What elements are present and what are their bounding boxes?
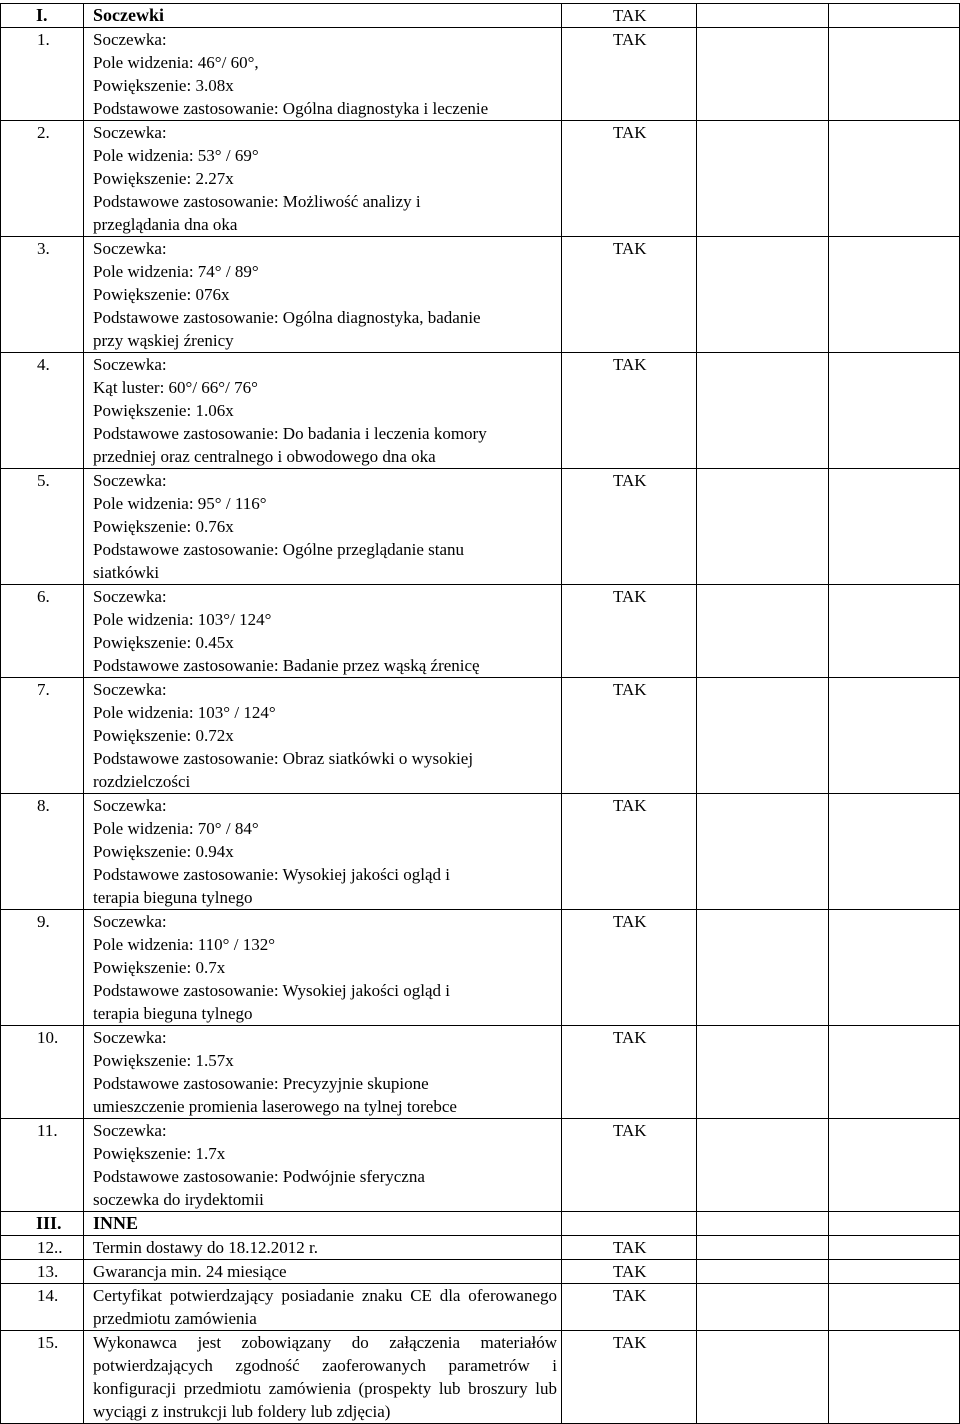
item-description [84, 1260, 562, 1284]
section-title: Soczewki [84, 4, 562, 28]
item-number: 4. [1, 353, 84, 469]
description-line: rozdzielczości [93, 772, 191, 791]
description-line: terapia bieguna tylnego [93, 1004, 253, 1023]
description-line: Soczewka: [93, 30, 167, 49]
item-requirement: TAK [562, 469, 697, 585]
offered-value-cell [697, 910, 829, 1026]
remarks-cell [829, 910, 960, 1026]
description-text: Certyfikat potwierdzający posiadanie znaku CE dla oferowanego przedmiotu zamówienia [93, 1286, 557, 1328]
description-line: Soczewka: [93, 1121, 167, 1140]
item-number: 12.. [1, 1236, 84, 1260]
description-line: Soczewka: [93, 1028, 167, 1047]
offered-value-cell [697, 1026, 829, 1119]
remarks-cell [829, 585, 960, 678]
description-line: przeglądania dna oka [93, 215, 238, 234]
item-description [84, 1331, 562, 1424]
remarks-cell [829, 353, 960, 469]
lens-item-row [1, 678, 960, 794]
item-number: 1. [1, 28, 84, 121]
description-line: Soczewka: [93, 355, 167, 374]
description-line: Podstawowe zastosowanie: Precyzyjnie skupione [93, 1074, 429, 1093]
item-description [84, 1284, 562, 1331]
description-line: Soczewka: [93, 239, 167, 258]
description-line: soczewka do irydektomii [93, 1190, 264, 1209]
lens-item-row [1, 910, 960, 1026]
offered-value-cell [697, 4, 829, 28]
section-title: INNE [84, 1212, 562, 1236]
remarks-cell [829, 1236, 960, 1260]
offered-value-cell [697, 1212, 829, 1236]
description-text: Gwarancja min. 24 miesiące [93, 1262, 287, 1281]
other-item-row [1, 1284, 960, 1331]
description-line: Powiększenie: 1.57x [93, 1051, 234, 1070]
description-text: Wykonawca jest zobowiązany do załączenia materiałów potwierdzających zgodność zaoferowanych parametrów i konfiguracji przedmiotu zamówienia (prospekty lub broszury lub wyciągi z instrukcji lub foldery lub zdjęcia) [93, 1333, 557, 1421]
lens-item-row [1, 469, 960, 585]
remarks-cell [829, 1284, 960, 1331]
specification-table [0, 3, 960, 1424]
item-number: 13. [1, 1260, 84, 1284]
item-description [84, 28, 562, 121]
section-row-other [1, 1212, 960, 1236]
description-line: Pole widzenia: 53° / 69° [93, 146, 259, 165]
item-number: 2. [1, 121, 84, 237]
item-requirement: TAK [562, 121, 697, 237]
description-line: Podstawowe zastosowanie: Badanie przez wąską źrenicę [93, 656, 480, 675]
description-line: Podstawowe zastosowanie: Wysokiej jakości ogląd i [93, 981, 451, 1000]
offered-value-cell [697, 678, 829, 794]
item-number: 11. [1, 1119, 84, 1212]
description-line: Powiększenie: 0.94x [93, 842, 234, 861]
remarks-cell [829, 1260, 960, 1284]
item-requirement: TAK [562, 1284, 697, 1331]
item-number: 8. [1, 794, 84, 910]
section-requirement: TAK [562, 4, 697, 28]
description-text: Termin dostawy do 18.12.2012 r. [93, 1238, 318, 1257]
remarks-cell [829, 1212, 960, 1236]
item-requirement: TAK [562, 28, 697, 121]
description-line: przy wąskiej źrenicy [93, 331, 234, 350]
remarks-cell [829, 469, 960, 585]
description-line: Podstawowe zastosowanie: Wysokiej jakości ogląd i [93, 865, 451, 884]
item-requirement: TAK [562, 1026, 697, 1119]
offered-value-cell [697, 1284, 829, 1331]
remarks-cell [829, 1119, 960, 1212]
item-description [84, 353, 562, 469]
item-description [84, 237, 562, 353]
offered-value-cell [697, 237, 829, 353]
description-line: Podstawowe zastosowanie: Podwójnie sferyczna [93, 1167, 425, 1186]
other-item-row [1, 1260, 960, 1284]
item-requirement: TAK [562, 910, 697, 1026]
item-description [84, 910, 562, 1026]
item-requirement: TAK [562, 1331, 697, 1424]
description-line: Pole widzenia: 103°/ 124° [93, 610, 272, 629]
offered-value-cell [697, 794, 829, 910]
section-row-lenses [1, 4, 960, 28]
offered-value-cell [697, 1119, 829, 1212]
lens-item-row [1, 28, 960, 121]
lens-item-row [1, 237, 960, 353]
offered-value-cell [697, 353, 829, 469]
description-line: Pole widzenia: 95° / 116° [93, 494, 267, 513]
description-line: Soczewka: [93, 471, 167, 490]
description-line: Podstawowe zastosowanie: Ogólne przeglądanie stanu [93, 540, 465, 559]
description-line: Pole widzenia: 110° / 132° [93, 935, 275, 954]
item-description [84, 469, 562, 585]
description-line: siatkówki [93, 563, 160, 582]
description-line: Kąt luster: 60°/ 66°/ 76° [93, 378, 258, 397]
section-requirement [562, 1212, 697, 1236]
other-item-row [1, 1331, 960, 1424]
offered-value-cell [697, 469, 829, 585]
item-description [84, 121, 562, 237]
offered-value-cell [697, 121, 829, 237]
item-requirement: TAK [562, 353, 697, 469]
description-line: Pole widzenia: 74° / 89° [93, 262, 259, 281]
section-number: I. [1, 4, 84, 28]
description-line: Powiększenie: 3.08x [93, 76, 234, 95]
item-number: 6. [1, 585, 84, 678]
item-number: 10. [1, 1026, 84, 1119]
item-number: 3. [1, 237, 84, 353]
description-line: Powiększenie: 076x [93, 285, 230, 304]
remarks-cell [829, 678, 960, 794]
description-line: Powiększenie: 0.76x [93, 517, 234, 536]
description-line: Podstawowe zastosowanie: Możliwość analizy i [93, 192, 421, 211]
item-requirement: TAK [562, 585, 697, 678]
offered-value-cell [697, 28, 829, 121]
description-line: przedniej oraz centralnego i obwodowego dna oka [93, 447, 436, 466]
other-item-row [1, 1236, 960, 1260]
description-line: Podstawowe zastosowanie: Obraz siatkówki o wysokiej [93, 749, 474, 768]
remarks-cell [829, 1026, 960, 1119]
remarks-cell [829, 28, 960, 121]
item-description [84, 1236, 562, 1260]
lens-item-row [1, 353, 960, 469]
item-description [84, 1119, 562, 1212]
lens-item-row [1, 121, 960, 237]
item-description [84, 1026, 562, 1119]
item-number: 15. [1, 1331, 84, 1424]
item-description [84, 585, 562, 678]
remarks-cell [829, 1331, 960, 1424]
lens-item-row [1, 1026, 960, 1119]
offered-value-cell [697, 585, 829, 678]
remarks-cell [829, 794, 960, 910]
item-requirement: TAK [562, 1119, 697, 1212]
item-requirement: TAK [562, 678, 697, 794]
item-description [84, 678, 562, 794]
remarks-cell [829, 4, 960, 28]
item-requirement: TAK [562, 1260, 697, 1284]
description-line: Powiększenie: 0.72x [93, 726, 234, 745]
description-line: Soczewka: [93, 796, 167, 815]
item-requirement: TAK [562, 237, 697, 353]
item-number: 9. [1, 910, 84, 1026]
lens-item-row [1, 585, 960, 678]
description-line: Soczewka: [93, 680, 167, 699]
item-requirement: TAK [562, 794, 697, 910]
item-number: 5. [1, 469, 84, 585]
description-line: Pole widzenia: 103° / 124° [93, 703, 276, 722]
lens-item-row [1, 1119, 960, 1212]
description-line: Soczewka: [93, 587, 167, 606]
item-number: 14. [1, 1284, 84, 1331]
remarks-cell [829, 237, 960, 353]
lens-item-row [1, 794, 960, 910]
offered-value-cell [697, 1236, 829, 1260]
description-line: Soczewka: [93, 123, 167, 142]
description-line: Powiększenie: 2.27x [93, 169, 234, 188]
description-line: terapia bieguna tylnego [93, 888, 253, 907]
offered-value-cell [697, 1331, 829, 1424]
remarks-cell [829, 121, 960, 237]
item-number: 7. [1, 678, 84, 794]
description-line: Powiększenie: 0.45x [93, 633, 234, 652]
offered-value-cell [697, 1260, 829, 1284]
description-line: Pole widzenia: 70° / 84° [93, 819, 259, 838]
description-line: Powiększenie: 1.7x [93, 1144, 226, 1163]
specification-table-body [1, 4, 960, 1424]
description-line: Podstawowe zastosowanie: Ogólna diagnostyka, badanie [93, 308, 481, 327]
description-line: Pole widzenia: 46°/ 60°, [93, 53, 259, 72]
description-line: Soczewka: [93, 912, 167, 931]
description-line: Powiększenie: 1.06x [93, 401, 234, 420]
description-line: Podstawowe zastosowanie: Do badania i leczenia komory [93, 424, 487, 443]
item-description [84, 794, 562, 910]
description-line: Powiększenie: 0.7x [93, 958, 226, 977]
item-requirement: TAK [562, 1236, 697, 1260]
section-number: III. [1, 1212, 84, 1236]
description-line: Podstawowe zastosowanie: Ogólna diagnostyka i leczenie [93, 99, 489, 118]
description-line: umieszczenie promienia laserowego na tylnej torebce [93, 1097, 457, 1116]
